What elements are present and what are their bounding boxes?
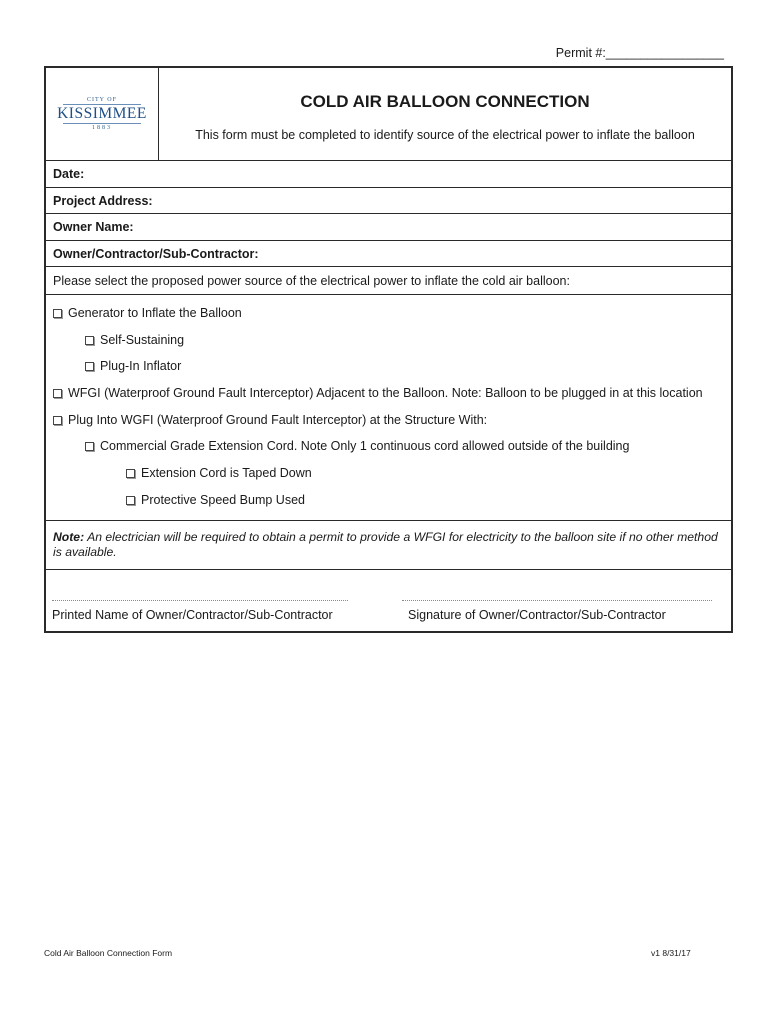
form-subtitle: This form must be completed to identify source of the electrical power to inflate the balloon — [195, 128, 695, 142]
option-label: Protective Speed Bump Used — [141, 492, 305, 507]
project-address-field[interactable]: Project Address: — [46, 188, 731, 215]
signature-section — [46, 570, 731, 631]
option-label: WFGI (Waterproof Ground Fault Interceptor) Adjacent to the Balloon. Note: Balloon to be plugged in at this location — [68, 386, 703, 401]
signature-line[interactable] — [402, 600, 712, 601]
electrician-note — [46, 521, 731, 570]
option-label: Self-Sustaining — [100, 332, 185, 347]
logo-wordmark: KISSIMMEE — [57, 105, 147, 122]
logo-city-of: CITY OF — [87, 97, 117, 103]
option-label: Commercial Grade Extension Cord. Note Only 1 continuous cord allowed outside of the building — [100, 439, 630, 454]
form-title: COLD AIR BALLOON CONNECTION — [300, 92, 590, 111]
option-generator[interactable] — [53, 300, 731, 327]
checkbox[interactable] — [85, 362, 94, 371]
checkbox[interactable] — [85, 442, 94, 451]
option-label: Plug-In Inflator — [100, 359, 182, 374]
note-label: Note: — [53, 529, 85, 544]
title-cell — [159, 68, 731, 160]
option-wfgi-adjacent[interactable] — [53, 380, 731, 407]
option-label: Extension Cord is Taped Down — [141, 466, 312, 481]
owner-name-field[interactable]: Owner Name: — [46, 214, 731, 241]
option-extension-cord[interactable] — [53, 433, 731, 460]
logo-year: 1883 — [92, 125, 112, 131]
option-cord-taped[interactable] — [53, 460, 731, 487]
checkbox[interactable] — [53, 309, 62, 318]
city-logo — [46, 68, 159, 160]
signature-label: Signature of Owner/Contractor/Sub-Contractor — [408, 607, 666, 622]
checkbox[interactable] — [126, 469, 135, 478]
logo-rule-bottom — [63, 123, 141, 124]
printed-name-label: Printed Name of Owner/Contractor/Sub-Contractor — [52, 607, 333, 622]
form-header — [46, 68, 731, 161]
footer-version: v1 8/31/17 — [651, 948, 691, 958]
checkbox[interactable] — [126, 496, 135, 505]
checkbox[interactable] — [53, 389, 62, 398]
note-text: An electrician will be required to obtain a permit to provide a WFGI for electricity to the balloon site if no other method is available. — [53, 529, 718, 559]
option-label: Generator to Inflate the Balloon — [68, 306, 242, 320]
option-plug-in-inflator[interactable] — [53, 353, 731, 380]
permit-number-label: Permit #:_________________ — [555, 46, 724, 60]
owner-contractor-field[interactable]: Owner/Contractor/Sub-Contractor: — [46, 241, 731, 268]
option-self-sustaining[interactable] — [53, 327, 731, 354]
option-speed-bump[interactable] — [53, 487, 731, 514]
option-label: Plug Into WGFI (Waterproof Ground Fault Interceptor) at the Structure With: — [68, 412, 488, 427]
power-source-options — [46, 295, 731, 521]
checkbox[interactable] — [53, 416, 62, 425]
balloon-connection-form — [44, 66, 733, 633]
power-source-prompt: Please select the proposed power source of the electrical power to inflate the cold air balloon: — [46, 267, 731, 295]
option-plug-into-wgfi[interactable] — [53, 407, 731, 434]
checkbox[interactable] — [85, 336, 94, 345]
date-field[interactable]: Date: — [46, 161, 731, 188]
footer-form-name: Cold Air Balloon Connection Form — [44, 948, 173, 958]
printed-name-line[interactable] — [52, 600, 348, 601]
